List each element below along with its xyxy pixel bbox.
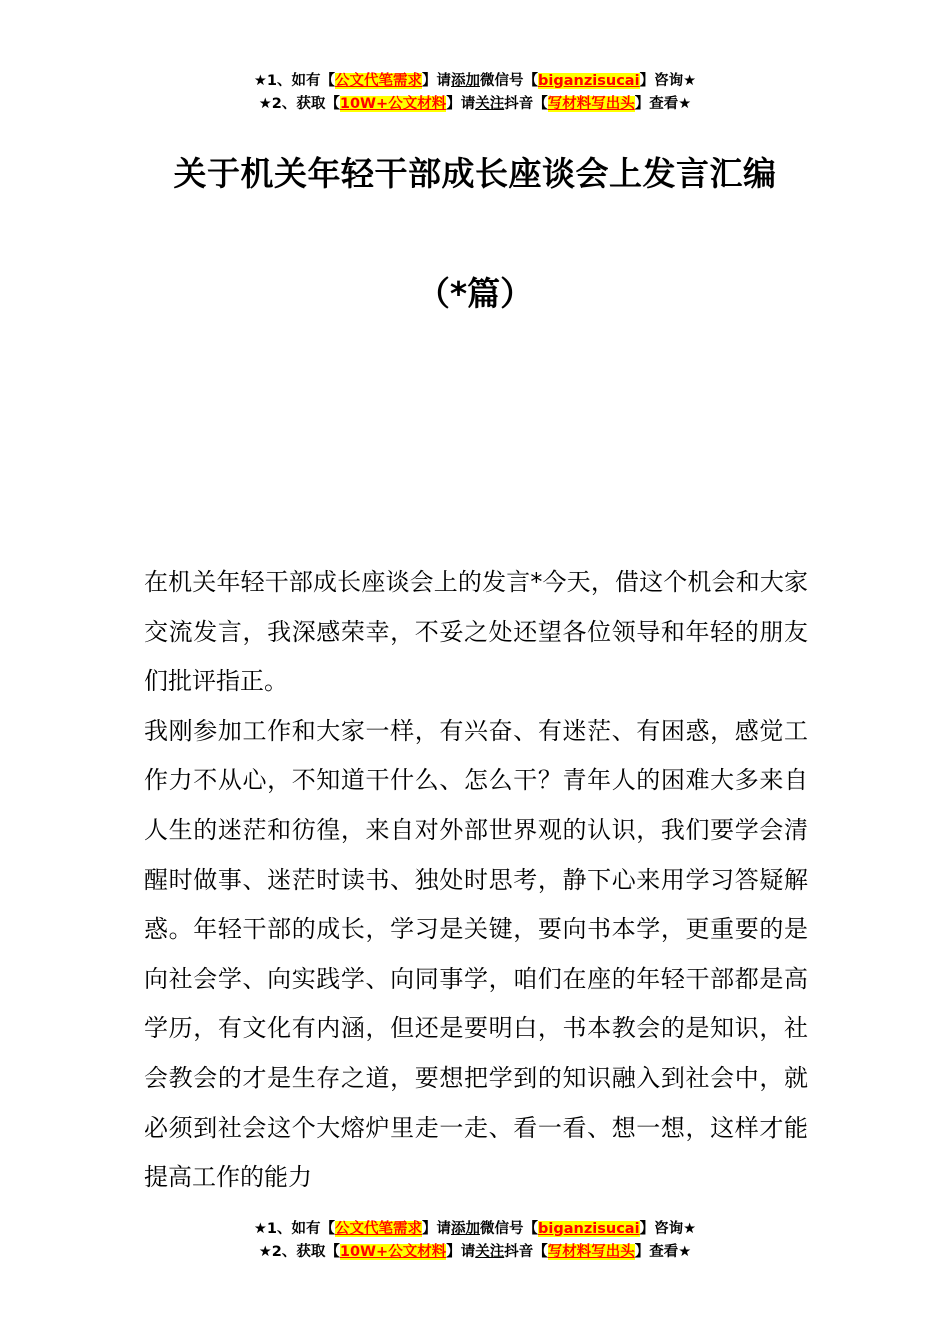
banner-line-2: ★2、获取【10W+公文材料】请关注抖音【写材料写出头】查看★: [258, 1244, 692, 1260]
document-title: 关于机关年轻干部成长座谈会上发言汇编: [173, 154, 777, 193]
materials-highlight: 10W+公文材料: [339, 1244, 447, 1260]
banner-line-1: ★1、如有【公文代笔需求】请添加微信号【biganzisucai】咨询★: [253, 73, 697, 89]
materials-highlight: 10W+公文材料: [339, 96, 447, 112]
header-banner: [0, 70, 950, 116]
douyin-name-highlight: 写材料写出头: [547, 96, 635, 112]
document-subtitle: （*篇）: [416, 274, 534, 313]
footer-banner: [0, 1218, 950, 1264]
wechat-id-highlight: biganzisucai: [538, 1221, 640, 1237]
service-highlight: 公文代笔需求: [335, 73, 423, 89]
banner-line-2: ★2、获取【10W+公文材料】请关注抖音【写材料写出头】查看★: [258, 96, 692, 112]
service-highlight: 公文代笔需求: [335, 1221, 423, 1237]
paragraph: 我刚参加工作和大家一样，有兴奋、有迷茫、有困惑，感觉工作力不从心，不知道干什么、怎么干？青年人的困难大多来自人生的迷茫和彷徨，来自对外部世界观的认识，我们要学会清醒时做事、迷茫时读书、独处时思考，静下心来用学习答疑解惑。年轻干部的成长，学习是关键，要向书本学，更重要的是向社会学、向实践学、向同事学，咱们在座的年轻干部都是高学历，有文化有内涵，但还是要明白，书本教会的是知识，社会教会的才是生存之道，要想把学到的知识融入到社会中，就必须到社会这个大熔炉里走一走、看一看、想一想，这样才能提高工作的能力: [144, 716, 808, 1192]
banner-line-1: ★1、如有【公文代笔需求】请添加微信号【biganzisucai】咨询★: [253, 1221, 697, 1237]
wechat-id-highlight: biganzisucai: [538, 73, 640, 89]
document-body: [144, 558, 808, 1203]
douyin-name-highlight: 写材料写出头: [547, 1244, 635, 1260]
paragraph: 在机关年轻干部成长座谈会上的发言*今天，借这个机会和大家交流发言，我深感荣幸，不妥之处还望各位领导和年轻的朋友们批评指正。: [144, 568, 808, 696]
